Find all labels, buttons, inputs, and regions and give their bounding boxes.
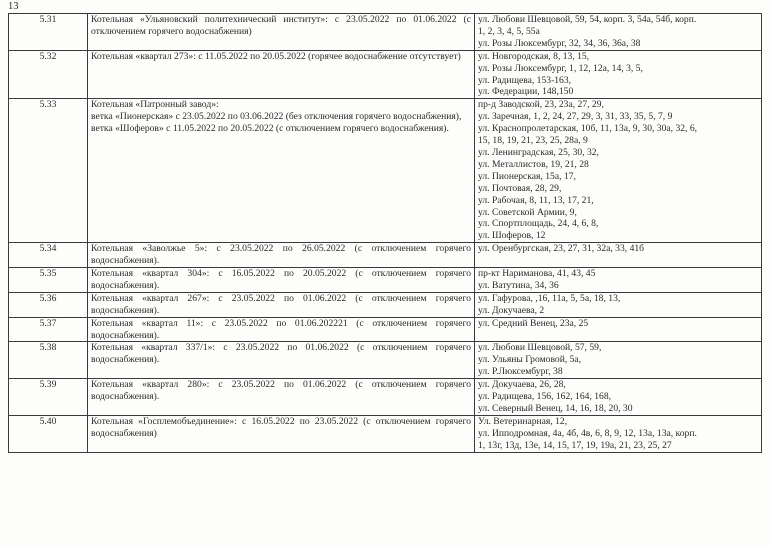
table-row bbox=[9, 415, 762, 452]
page-number: 13 bbox=[8, 1, 19, 12]
address-line: ул. Р.Люксембург, 38 bbox=[478, 366, 563, 378]
boiler-description-cell bbox=[88, 292, 475, 317]
boiler-description: Котельная «квартал 304»: с 16.05.2022 по 20.05.2022 (с отключением горячего водоснабжения). bbox=[91, 268, 471, 291]
boiler-description-cell bbox=[88, 415, 475, 452]
address-list-cell bbox=[475, 292, 762, 317]
address-line: Ул. Ветеринарная, 12, bbox=[478, 415, 568, 427]
row-number: 5.38 bbox=[9, 342, 88, 379]
row-number: 5.40 bbox=[9, 415, 88, 452]
address-line: ул. Ульяны Громовой, 5а, bbox=[478, 354, 582, 366]
address-line: ул. Почтовая, 28, 29, bbox=[478, 182, 562, 194]
row-number: 5.34 bbox=[9, 243, 88, 268]
boiler-description-cell bbox=[88, 99, 475, 243]
table-row bbox=[9, 292, 762, 317]
outage-schedule-table bbox=[8, 13, 762, 453]
table-row bbox=[9, 99, 762, 243]
boiler-description-cell bbox=[88, 317, 475, 342]
address-list-cell bbox=[475, 14, 762, 51]
address-line: ул. Металлистов, 19, 21, 28 bbox=[478, 158, 589, 170]
address-list-cell bbox=[475, 379, 762, 416]
boiler-description: ветка «Пионерская» с 23.05.2022 по 03.06.2022 (без отключения горячего водоснабжения), bbox=[91, 111, 462, 123]
address-line: 1, 2, 3, 4, 5, 55а bbox=[478, 25, 540, 37]
table-row bbox=[9, 268, 762, 293]
row-number: 5.32 bbox=[9, 50, 88, 99]
row-number: 5.39 bbox=[9, 379, 88, 416]
address-list-cell bbox=[475, 415, 762, 452]
address-list-cell bbox=[475, 268, 762, 293]
address-list-cell bbox=[475, 50, 762, 99]
address-list-cell bbox=[475, 99, 762, 243]
address-line: ул. Рабочая, 8, 11, 13, 17, 21, bbox=[478, 194, 594, 206]
table-row bbox=[9, 379, 762, 416]
table-row bbox=[9, 50, 762, 99]
address-line: ул. Ленинградская, 25, 30, 32, bbox=[478, 146, 599, 158]
address-line: ул. Розы Люксембург, 32, 34, 36, 36а, 38 bbox=[478, 37, 641, 49]
address-line: ул. Пионерская, 15а, 17, bbox=[478, 170, 576, 182]
boiler-description: Котельная «квартал 280»: с 23.05.2022 по 01.06.2022 (с отключением горячего водоснабжения). bbox=[91, 379, 471, 403]
boiler-description-cell bbox=[88, 14, 475, 51]
row-number: 5.36 bbox=[9, 292, 88, 317]
address-line: ул. Любови Шевцовой, 57, 59, bbox=[478, 342, 602, 354]
address-list-cell bbox=[475, 317, 762, 342]
address-list-cell bbox=[475, 243, 762, 268]
boiler-description-cell bbox=[88, 268, 475, 293]
address-line: ул. Ипподромная, 4а, 4б, 4в, 6, 8, 9, 12, 13а, 13а, корп. bbox=[478, 427, 697, 439]
address-line: ул. Оренбургская, 23, 27, 31, 32а, 33, 41б bbox=[478, 243, 645, 255]
address-line: ул. Советской Армии, 9, bbox=[478, 206, 577, 218]
address-line: ул. Докучаева, 2 bbox=[478, 304, 545, 316]
boiler-description: Котельная «Гоcплемобъединение»: с 16.05.2022 по 23.05.2022 (с отключением горячего водоснабжения) bbox=[91, 415, 471, 439]
boiler-description: Котельная «квартал 273»: с 11.05.2022 по 20.05.2022 (горячее водоснабжение отсутствует) bbox=[91, 50, 461, 62]
address-line: ул. Любови Шевцовой, 59, 54, корп. 3, 54а, 54б, корп. bbox=[478, 14, 697, 25]
address-line: ул. Северный Венец, 14, 16, 18, 20, 30 bbox=[478, 403, 633, 414]
address-line: ул. Докучаева, 26, 28, bbox=[478, 379, 566, 391]
boiler-description: Котельная «Заволжье 5»: с 23.05.2022 по 26.05.2022 (с отключением горячего водоснабжения). bbox=[91, 243, 471, 267]
address-line: ул. Шоферов, 12 bbox=[478, 230, 546, 242]
boiler-description: ветка «Шоферов» с 11.05.2022 по 20.05.2022 (с отключением горячего водоснабжения). bbox=[91, 123, 449, 135]
address-line: пр-кт Нариманова, 41, 43, 45 bbox=[478, 268, 596, 280]
row-number: 5.33 bbox=[9, 99, 88, 243]
address-line: ул. Краснопролетарская, 10б, 11, 13а, 9, 30, 30а, 32, 6, bbox=[478, 123, 698, 135]
boiler-description: Котельная «квартал 337/1»: с 23.05.2022 по 01.06.2022 (с отключением горячего водоснабжения). bbox=[91, 342, 471, 366]
address-line: ул. Федерации, 148,150 bbox=[478, 86, 574, 98]
boiler-description-cell bbox=[88, 243, 475, 268]
address-list-cell bbox=[475, 342, 762, 379]
boiler-description: Котельная «квартал 267»: с 23.05.2022 по 01.06.2022 (с отключением горячего водоснабжения). bbox=[91, 292, 471, 316]
row-number: 5.31 bbox=[9, 14, 88, 51]
address-line: ул. Заречная, 1, 2, 24, 27, 29, 3, 31, 33, 35, 5, 7, 9 bbox=[478, 111, 673, 123]
address-line: ул. Ватутина, 34, 36 bbox=[478, 279, 559, 291]
boiler-description-cell bbox=[88, 342, 475, 379]
boiler-description: Котельная «квартал 11»: с 23.05.2022 по 01.06.202221 (с отключением горячего водоснабжения). bbox=[91, 317, 471, 341]
address-line: ул. Спортплощадь, 24, 4, 6, 8, bbox=[478, 218, 599, 230]
table-row bbox=[9, 317, 762, 342]
boiler-description-cell bbox=[88, 50, 475, 99]
address-line: ул. Радищева, 153-163, bbox=[478, 74, 572, 86]
table-row bbox=[9, 243, 762, 268]
table-row bbox=[9, 342, 762, 379]
address-line: ул. Розы Люксембург, 1, 12, 12а, 14, 3, 5, bbox=[478, 62, 643, 74]
address-line: 1, 13г, 13д, 13е, 14, 15, 17, 19, 19а, 21, 23, 25, 27 bbox=[478, 439, 672, 451]
address-line: ул. Новгородская, 8, 13, 15, bbox=[478, 50, 590, 62]
row-number: 5.35 bbox=[9, 268, 88, 293]
address-line: ул. Гафурова, ,16, 11а, 5, 5а, 18, 13, bbox=[478, 292, 621, 304]
boiler-description-cell bbox=[88, 379, 475, 416]
boiler-description: Котельная «Патронный завод»: bbox=[91, 99, 219, 111]
address-line: пр-д Заводской, 23, 23а, 27, 29, bbox=[478, 99, 604, 111]
table-row bbox=[9, 14, 762, 51]
row-number: 5.37 bbox=[9, 317, 88, 342]
address-line: ул. Радищева, 156, 162, 164, 168, bbox=[478, 391, 612, 403]
address-line: 15, 18, 19, 21, 23, 25, 28а, 9 bbox=[478, 135, 588, 147]
boiler-description: Котельная «Ульяновский политехнический институт»: с 23.05.2022 по 01.06.2022 (с отключением горячего водоснабжения) bbox=[91, 14, 471, 37]
table-body bbox=[9, 14, 762, 453]
address-line: ул. Средний Венец, 23а, 25 bbox=[478, 317, 589, 329]
